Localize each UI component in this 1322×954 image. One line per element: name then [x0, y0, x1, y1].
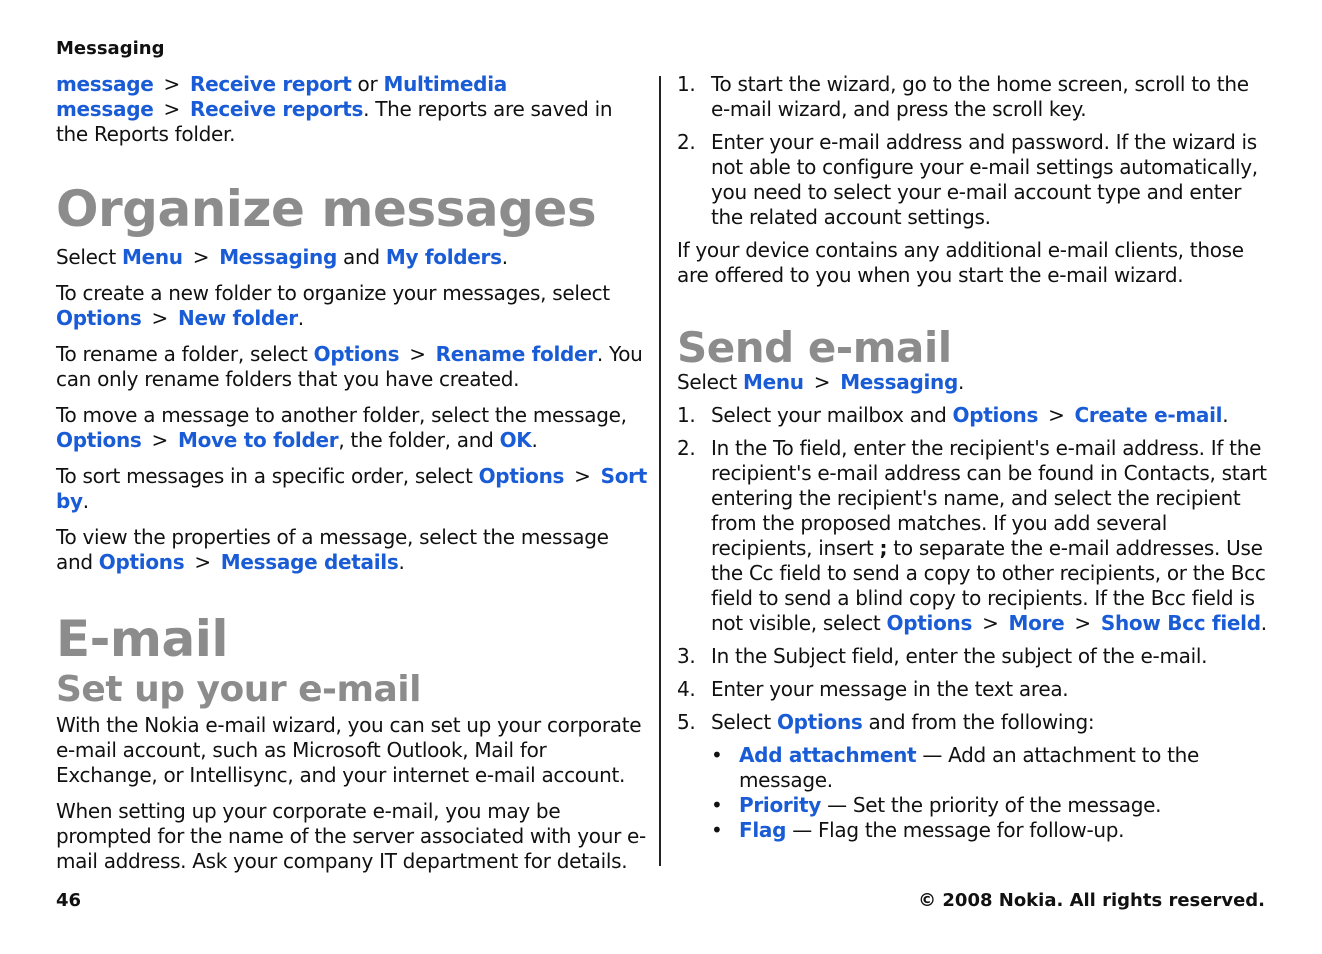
step-text: Enter your e-mail address and password. If the wizard is not able to configure your e-mail settings automatically, you need to select your e-mail account type and enter the related account settings.: [711, 130, 1258, 229]
link-messaging[interactable]: Messaging: [840, 370, 958, 394]
separator: >: [982, 611, 999, 635]
link-menu[interactable]: Menu: [121, 245, 183, 269]
list-item: [677, 436, 1269, 636]
link-receive-report[interactable]: Receive report: [189, 72, 352, 96]
options-bullets: [711, 743, 1269, 843]
text: To move a message to another folder, select the message,: [56, 403, 627, 427]
separator: >: [151, 428, 168, 452]
text: . The reports are saved in the Reports folder.: [56, 97, 613, 146]
separator: >: [194, 550, 211, 574]
link-menu[interactable]: Menu: [742, 370, 804, 394]
link-options[interactable]: Options: [478, 464, 565, 488]
step-text: To start the wizard, go to the home screen, scroll to the e-mail wizard, and press the scroll key.: [711, 72, 1249, 121]
text: to separate the e-mail addresses. Use the Cc field to send a copy to other recipients, or the Bcc field to send a blind copy to recipients. If the Bcc field is not visible, select: [711, 536, 1266, 635]
paragraph-new-folder: [56, 281, 648, 331]
wizard-steps: [677, 72, 1269, 230]
separator: >: [163, 97, 180, 121]
paragraph-move-message: [56, 403, 648, 453]
text: — Set the priority of the message.: [821, 793, 1162, 817]
organize-messages-heading: Organize messages: [56, 180, 597, 238]
text: Select: [56, 245, 122, 269]
text: or: [351, 72, 384, 96]
paragraph-corporate: When setting up your corporate e-mail, you may be prompted for the name of the server associated with your e-mail address. Ask your company IT department for details.: [56, 799, 646, 873]
text: — Add an attachment to the message.: [739, 743, 1200, 792]
text: .: [1260, 611, 1267, 635]
semicolon: ;: [879, 536, 888, 560]
bullet-icon: •: [711, 818, 723, 842]
send-steps: [677, 403, 1269, 735]
left-column: [56, 72, 648, 885]
column-divider: [659, 76, 661, 866]
link-options[interactable]: Options: [98, 550, 185, 574]
link-message[interactable]: message: [56, 72, 154, 96]
text: .: [1222, 403, 1229, 427]
text: — Flag the message for follow-up.: [786, 818, 1125, 842]
bullet-icon: •: [711, 793, 723, 817]
link-move-to-folder[interactable]: Move to folder: [178, 428, 339, 452]
link-more[interactable]: More: [1008, 611, 1065, 635]
separator: >: [163, 72, 180, 96]
list-item: [677, 677, 1269, 702]
list-item: [677, 644, 1269, 669]
step-number: 4.: [677, 677, 696, 701]
text: To view the properties of a message, select the message and: [56, 525, 609, 574]
link-create-email[interactable]: Create e-mail: [1074, 403, 1223, 427]
bullet-item: [711, 818, 1269, 843]
text: Select: [677, 370, 743, 394]
link-options[interactable]: Options: [56, 306, 142, 330]
link-sort-by[interactable]: Sort by: [56, 464, 647, 513]
text: . You can only rename folders that you have created.: [56, 342, 643, 391]
link-rename-folder[interactable]: Rename folder: [435, 342, 597, 366]
text: Select: [711, 710, 777, 734]
list-item: [677, 72, 1269, 122]
link-options[interactable]: Options: [776, 710, 863, 734]
link-ok[interactable]: OK: [499, 428, 532, 452]
text: .: [531, 428, 538, 452]
separator: >: [151, 306, 168, 330]
list-item: [677, 710, 1269, 735]
paragraph-additional-clients: If your device contains any additional e-mail clients, those are offered to you when you start the e-mail wizard.: [677, 238, 1244, 287]
separator: >: [1074, 611, 1091, 635]
link-priority[interactable]: Priority: [739, 793, 822, 817]
link-show-bcc-field[interactable]: Show Bcc field: [1100, 611, 1261, 635]
link-options[interactable]: Options: [952, 403, 1039, 427]
separator: >: [192, 245, 210, 269]
copyright: © 2008 Nokia. All rights reserved.: [918, 890, 1265, 911]
paragraph-message-details: [56, 525, 648, 575]
intro-paragraph: [56, 72, 648, 147]
text: and: [337, 245, 386, 269]
link-messaging[interactable]: Messaging: [219, 245, 337, 269]
separator: >: [574, 464, 591, 488]
text: .: [82, 489, 89, 513]
list-item: [677, 130, 1269, 230]
text: To rename a folder, select: [56, 342, 314, 366]
send-email-heading: Send e-mail: [677, 323, 952, 372]
right-column: [677, 72, 1269, 843]
link-options[interactable]: Options: [56, 428, 142, 452]
paragraph-select-folders: [56, 245, 648, 270]
text: .: [398, 550, 405, 574]
email-heading: E-mail: [56, 610, 229, 668]
text: .: [958, 370, 965, 394]
separator: >: [409, 342, 426, 366]
step-number: 5.: [677, 710, 696, 734]
paragraph-wizard: With the Nokia e-mail wizard, you can set up your corporate e-mail account, such as Microsoft Outlook, Mail for Exchange, or Intellisync, and your internet e-mail account.: [56, 713, 642, 787]
step-number: 3.: [677, 644, 696, 668]
step-text: In the Subject field, enter the subject of the e-mail.: [711, 644, 1208, 668]
bullet-item: [711, 793, 1269, 818]
bullet-icon: •: [711, 743, 723, 767]
paragraph-rename-folder: [56, 342, 648, 392]
step-number: 1.: [677, 403, 696, 427]
text: .: [297, 306, 304, 330]
text: and from the following:: [862, 710, 1095, 734]
list-item: [677, 403, 1269, 428]
step-number: 1.: [677, 72, 696, 96]
link-multimedia-message[interactable]: Multimedia message: [56, 72, 507, 121]
link-message-details[interactable]: Message details: [220, 550, 399, 574]
step-number: 2.: [677, 130, 696, 154]
separator: >: [813, 370, 831, 394]
page-number: 46: [56, 890, 82, 911]
text: , the folder, and: [338, 428, 500, 452]
step-text: Enter your message in the text area.: [711, 677, 1069, 701]
step-number: 2.: [677, 436, 696, 460]
text: To sort messages in a specific order, select: [56, 464, 479, 488]
running-header: Messaging: [56, 38, 165, 59]
link-options[interactable]: Options: [313, 342, 400, 366]
text: .: [501, 245, 508, 269]
link-flag[interactable]: Flag: [739, 818, 787, 842]
link-new-folder[interactable]: New folder: [178, 306, 298, 330]
link-receive-reports[interactable]: Receive reports: [189, 97, 364, 121]
paragraph-select-messaging: [677, 370, 1269, 395]
text: In the To field, enter the recipient's e-mail address. If the recipient's e-mail address can be found in Contacts, start entering the recipient's name, and select the recipient from the proposed matches. If you add several recipients, insert: [711, 436, 1267, 560]
link-my-folders[interactable]: My folders: [385, 245, 502, 269]
setup-email-heading: Set up your e-mail: [56, 669, 421, 710]
link-options[interactable]: Options: [886, 611, 973, 635]
bullet-item: [711, 743, 1269, 793]
separator: >: [1048, 403, 1065, 427]
text: Select your mailbox and: [711, 403, 953, 427]
link-add-attachment[interactable]: Add attachment: [739, 743, 917, 767]
text: To create a new folder to organize your messages, select: [56, 281, 610, 305]
paragraph-sort: [56, 464, 648, 514]
